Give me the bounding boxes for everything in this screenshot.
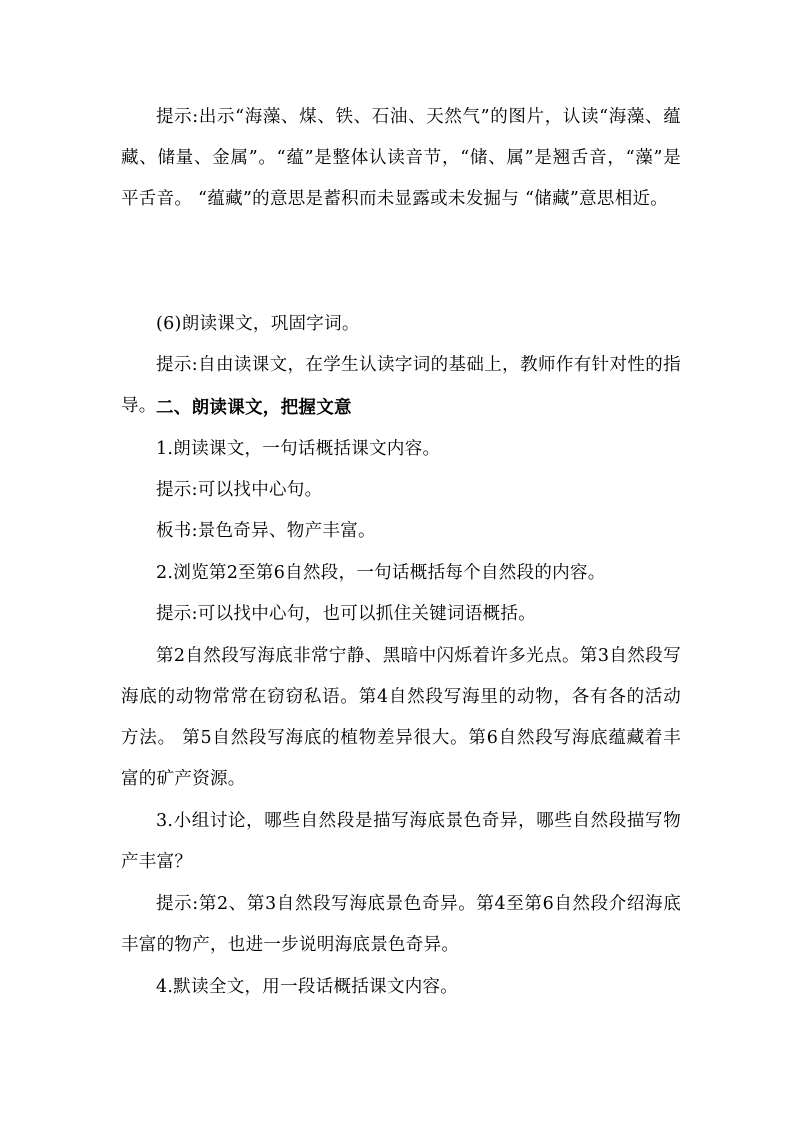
paragraph-summary: 第2自然段写海底非常宁静、黑暗中闪烁着许多光点。第3自然段写海底的动物常常在窃窃私语。第4自然段写海里的动物，各有各的活动方法。 第5自然段写海底的植物差异很大。第6自然段写海底蕴藏着丰富的矿产资源。 [121, 646, 681, 789]
task-4: 4.默读全文，用一段话概括课文内容。 [156, 977, 459, 997]
hint-paragraph-pictures: 提示:出示“海藻、煤、铁、石油、天然气”的图片，认读“海藻、蕴藏、储量、金属”。“蕴”是整体认读音节，“储、属”是翘舌音，“藻”是平舌音。 “蕴藏”的意思是蓄积而未显露或未发掘与 “储藏”意思相近。 [121, 107, 681, 209]
task-1: 1.朗读课文，一句话概括课文内容。 [156, 439, 441, 459]
hint-paragraph-free-reading: 提示:自由读课文，在学生认读字词的基础上，教师作有针对性的指导。 [121, 355, 681, 416]
task-2: 2.浏览第2至第6自然段，一句话概括每个自然段的内容。 [156, 563, 606, 583]
hint-task-1: 提示:可以找中心句。 [156, 480, 323, 500]
hint-task-3: 提示:第2、第3自然段写海底景色奇异。第4至第6自然段介绍海底丰富的物产，也进一步说明海底景色奇异。 [121, 894, 681, 955]
step-read-aloud: (6)朗读课文，巩固字词。 [156, 314, 360, 334]
hint-task-2: 提示:可以找中心句，也可以抓住关键词语概括。 [156, 604, 536, 624]
task-3: 3.小组讨论，哪些自然段是描写海底景色奇异，哪些自然段描写物产丰富？ [121, 811, 681, 872]
board-note: 板书:景色奇异、物产丰富。 [156, 521, 376, 541]
section-heading: 二、朗读课文，把握文意 [156, 398, 352, 418]
